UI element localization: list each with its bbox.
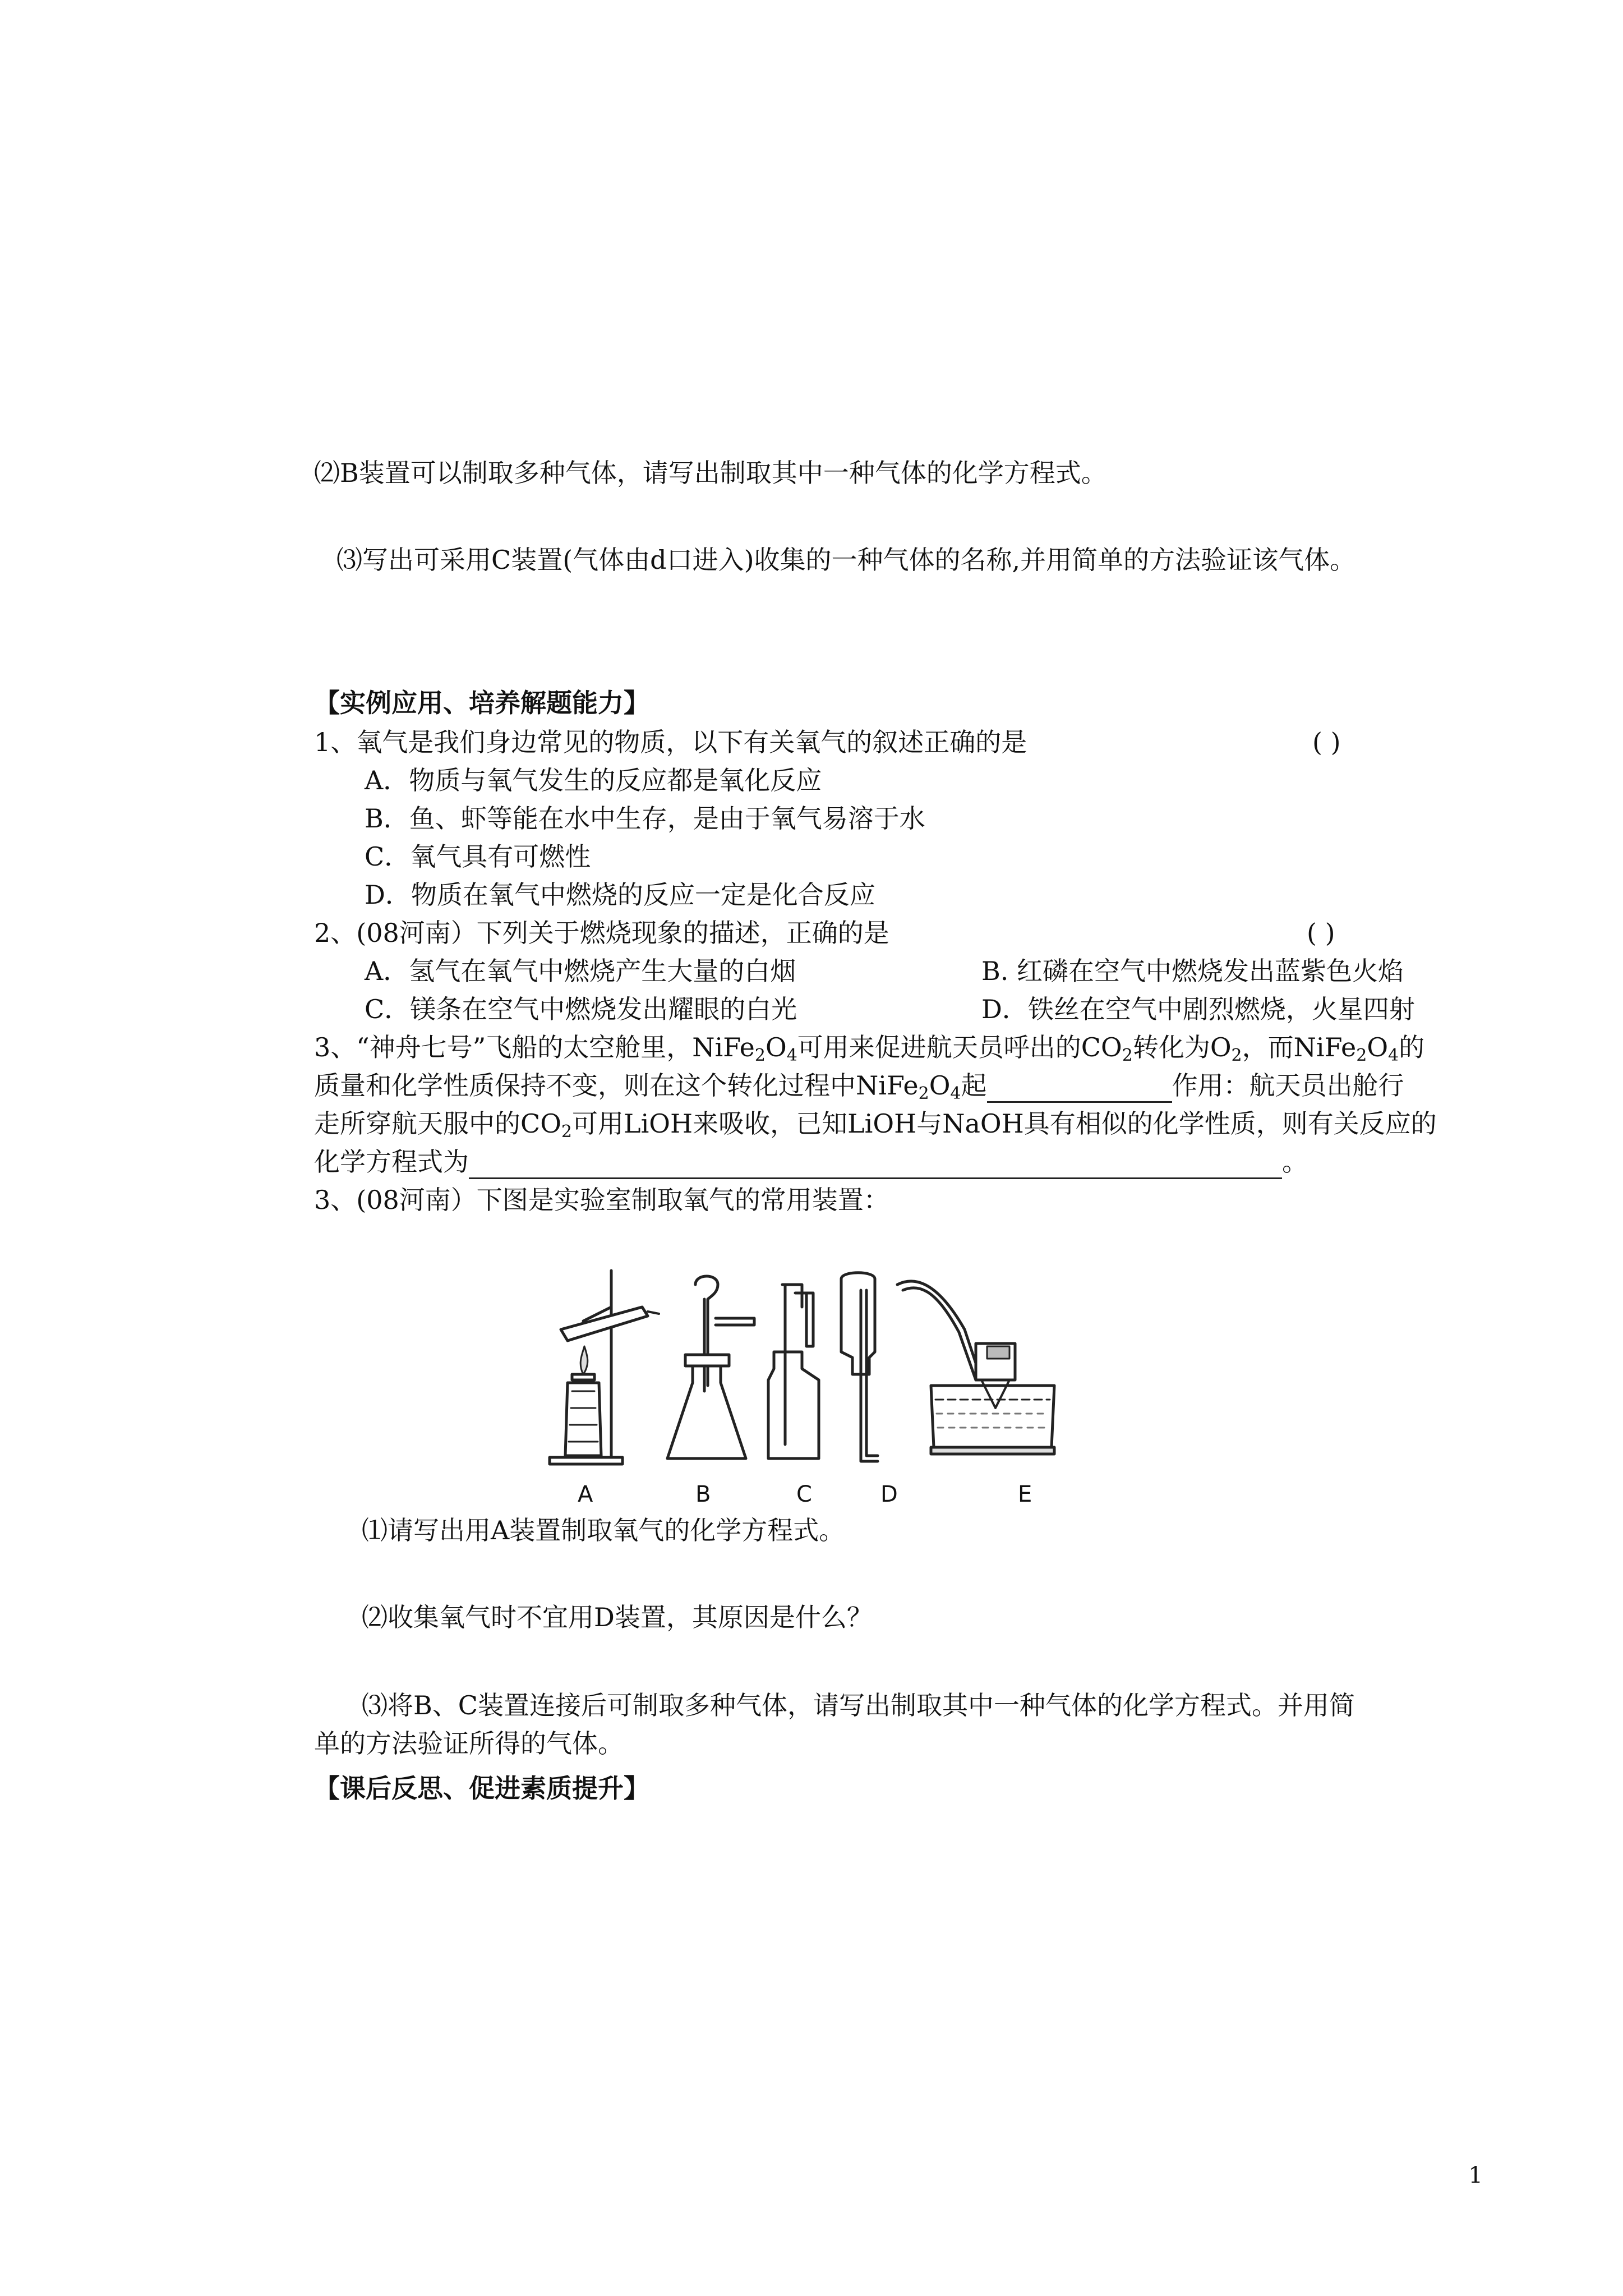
q2-answer-paren: ( ): [1307, 918, 1335, 948]
q1-answer-paren: ( ): [1312, 727, 1341, 757]
q3a-text: 质量和化学性质保持不变，则在这个转化过程中NiFe: [314, 1070, 919, 1101]
q3a-text: 3、“神舟七号”飞船的太空舱里，NiFe: [314, 1032, 755, 1062]
q3a-line-2: [314, 1070, 1404, 1103]
question-3-text: ⑶写出可采用C装置(气体由d口进入)收集的一种气体的名称,并用简单的方法验证该气体。: [336, 545, 1356, 575]
subscript: 2: [561, 1122, 573, 1142]
q3a-text: 。: [1282, 1147, 1308, 1177]
q3a-text: 可用来促进航天员呼出的CO: [797, 1032, 1122, 1062]
subscript: 2: [1122, 1046, 1133, 1065]
q3a-text: 走所穿航天服中的CO: [314, 1108, 561, 1139]
q3a-text: O: [1367, 1032, 1389, 1062]
apparatus-c: [768, 1285, 819, 1458]
figure-label-d: D: [880, 1481, 898, 1507]
q3a-text: ，而NiFe: [1242, 1032, 1357, 1062]
q1-option-c: C．氧气具有可燃性: [365, 841, 591, 872]
figure-label-c: C: [796, 1481, 812, 1507]
q3b-subquestion-2: ⑵收集氧气时不宜用D装置，其原因是什么？: [362, 1602, 873, 1632]
subscript: 4: [950, 1084, 961, 1103]
q1-stem: 1、氧气是我们身边常见的物质，以下有关氧气的叙述正确的是: [314, 727, 1027, 757]
q3a-line-3: [314, 1108, 1437, 1142]
q2-stem: 2、(08河南）下列关于燃烧现象的描述，正确的是: [314, 918, 889, 948]
q3a-text: O: [929, 1070, 951, 1101]
q1-option-a: A．物质与氧气发生的反应都是氧化反应: [365, 765, 822, 795]
figure-label-b: B: [695, 1481, 711, 1507]
q2-option-c: C．镁条在空气中燃烧发出耀眼的白光: [365, 994, 797, 1024]
figure-label-a: A: [578, 1481, 593, 1507]
page-number: 1: [1468, 2162, 1483, 2188]
subscript: 4: [786, 1046, 797, 1065]
q2-option-d: D．铁丝在空气中剧烈燃烧，火星四射: [981, 994, 1415, 1024]
q3a-text: 起: [961, 1070, 987, 1101]
subscript: 2: [918, 1084, 929, 1103]
apparatus-a: [550, 1271, 659, 1464]
q3a-text: O: [765, 1032, 787, 1062]
answer-blank-equation[interactable]: [469, 1146, 1282, 1179]
q3a-text: 转化为O: [1132, 1032, 1232, 1062]
q3a-line-1: [314, 1032, 1424, 1063]
q3b-subquestion-3-line-1: ⑶将B、C装置连接后可制取多种气体，请写出制取其中一种气体的化学方程式。并用简: [362, 1690, 1355, 1720]
q3b-subquestion-3-line-2: 单的方法验证所得的气体。: [314, 1728, 624, 1759]
subscript: 2: [754, 1046, 766, 1065]
lab-apparatus-figure: [538, 1262, 1116, 1475]
figure-label-e: E: [1018, 1481, 1032, 1507]
q3a-text: 化学方程式为: [314, 1147, 469, 1177]
q2-option-b: B. 红磷在空气中燃烧发出蓝紫色火焰: [981, 956, 1404, 986]
subscript: 4: [1388, 1046, 1399, 1065]
q1-option-b: B．鱼、虾等能在水中生存，是由于氧气易溶于水: [365, 803, 925, 834]
q3b-stem: 3、(08河南）下图是实验室制取氧气的常用装置：: [314, 1185, 889, 1215]
apparatus-b: [667, 1276, 754, 1458]
q3a-line-4: [314, 1146, 1308, 1179]
section-heading-reflection: 【课后反思、促进素质提升】: [314, 1773, 649, 1803]
q3a-text: 作用：航天员出舱行: [1172, 1070, 1404, 1101]
apparatus-e: [897, 1281, 1054, 1454]
subscript: 2: [1356, 1046, 1367, 1065]
q3a-text: 的: [1399, 1032, 1425, 1062]
question-2-text: ⑵B装置可以制取多种气体，请写出制取其中一种气体的化学方程式。: [314, 458, 1107, 488]
q3a-text: 可用LiOH来吸收，已知LiOH与NaOH具有相似的化学性质，则有关反应的: [572, 1108, 1437, 1139]
q3b-subquestion-1: ⑴请写出用A装置制取氧气的化学方程式。: [362, 1515, 845, 1545]
section-heading-application: 【实例应用、培养解题能力】: [314, 688, 649, 718]
q2-option-a: A．氢气在氧气中燃烧产生大量的白烟: [365, 956, 796, 986]
apparatus-d: [841, 1273, 878, 1461]
subscript: 2: [1231, 1046, 1242, 1065]
q1-option-d: D．物质在氧气中燃烧的反应一定是化合反应: [365, 880, 875, 910]
answer-blank-role[interactable]: [987, 1070, 1172, 1103]
